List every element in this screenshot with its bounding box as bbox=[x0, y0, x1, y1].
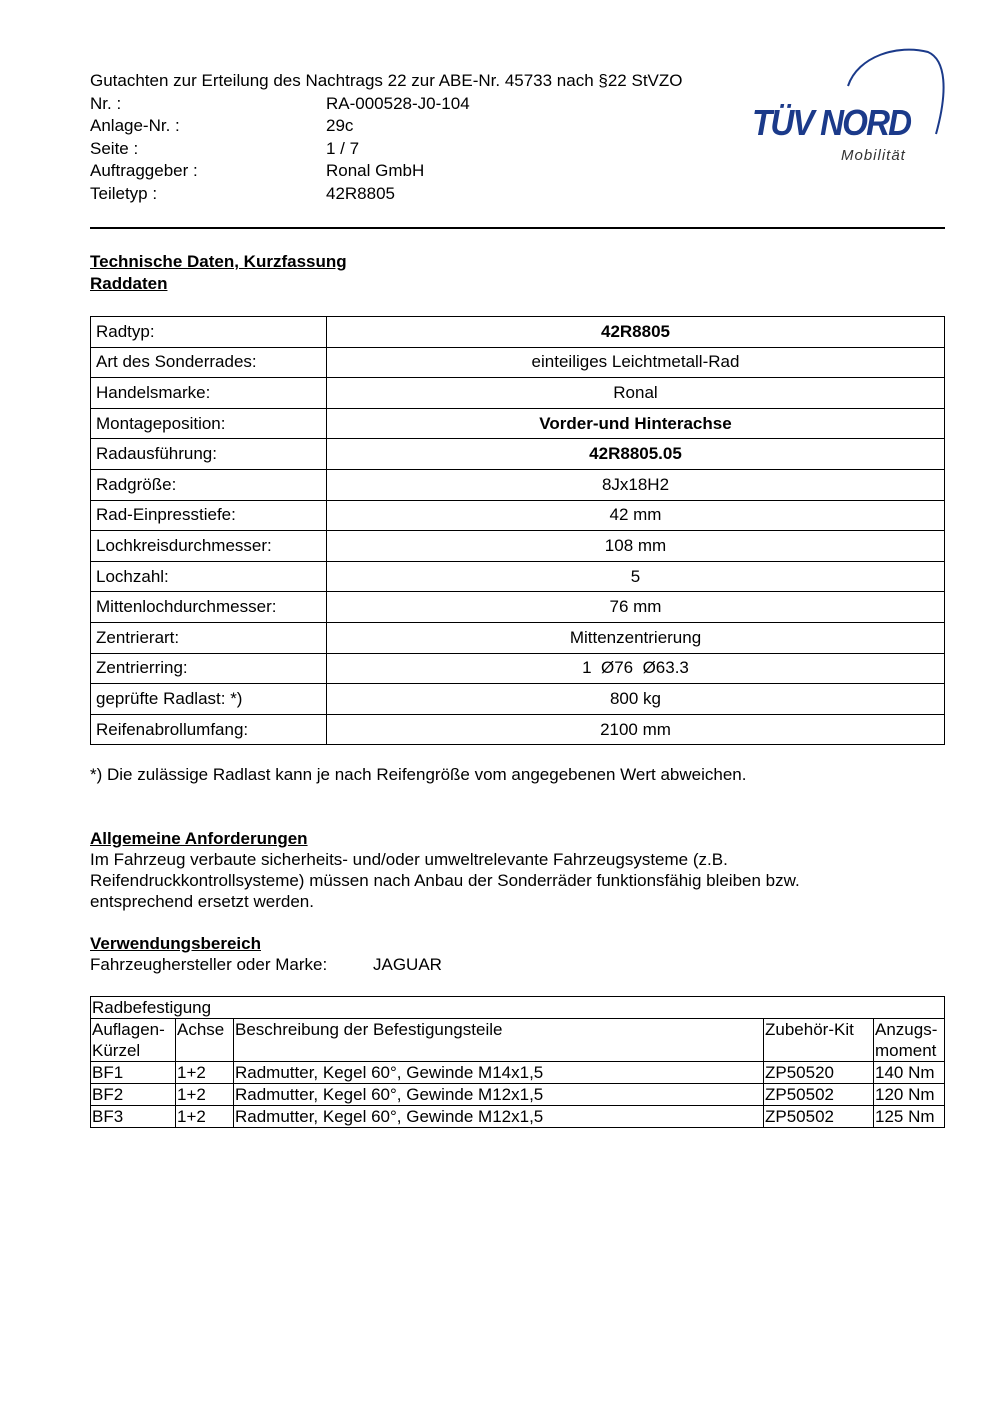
table-row bbox=[91, 347, 945, 378]
row-label: Radgröße: bbox=[91, 469, 327, 500]
row-value: Vorder-und Hinterachse bbox=[327, 408, 945, 439]
usage-heading: Verwendungsbereich bbox=[90, 934, 261, 953]
row-label: Lochzahl: bbox=[91, 561, 327, 592]
cell-torque: 120 Nm bbox=[874, 1084, 945, 1106]
column-header: Anzugs-moment bbox=[874, 1019, 945, 1062]
row-value: 108 mm bbox=[327, 531, 945, 562]
logo-brand: TÜV NORD bbox=[752, 102, 911, 143]
fastening-title: Radbefestigung bbox=[91, 997, 945, 1019]
cell-kit: ZP50502 bbox=[764, 1106, 874, 1128]
table-row bbox=[91, 378, 945, 409]
row-value: 2100 mm bbox=[327, 714, 945, 745]
cell-torque: 125 Nm bbox=[874, 1106, 945, 1128]
table-row bbox=[91, 714, 945, 745]
table-row bbox=[91, 469, 945, 500]
cell-torque: 140 Nm bbox=[874, 1062, 945, 1084]
row-label: Radausführung: bbox=[91, 439, 327, 470]
column-header: Beschreibung der Befestigungsteile bbox=[234, 1019, 764, 1062]
cell-axle: 1+2 bbox=[176, 1062, 234, 1084]
header-divider bbox=[90, 227, 945, 229]
row-label: Mittenlochdurchmesser: bbox=[91, 592, 327, 623]
header-row-nr bbox=[90, 93, 770, 116]
radlast-footnote: *) Die zulässige Radlast kann je nach Reifengröße vom angegebenen Wert abweichen. bbox=[90, 765, 747, 784]
cell-code: BF3 bbox=[91, 1106, 176, 1128]
header-row-anlage bbox=[90, 115, 770, 138]
table-row bbox=[91, 439, 945, 470]
table-row bbox=[91, 1106, 945, 1128]
document-header bbox=[90, 70, 770, 205]
header-label: Seite : bbox=[90, 138, 139, 158]
cell-kit: ZP50520 bbox=[764, 1062, 874, 1084]
cell-code: BF2 bbox=[91, 1084, 176, 1106]
row-value: 1 Ø76 Ø63.3 bbox=[327, 653, 945, 684]
row-value: 42 mm bbox=[327, 500, 945, 531]
maker-value: JAGUAR bbox=[373, 955, 442, 974]
wheel-data-table bbox=[90, 316, 945, 745]
row-value: 5 bbox=[327, 561, 945, 592]
tuv-nord-logo bbox=[748, 46, 948, 176]
row-value: 76 mm bbox=[327, 592, 945, 623]
row-value: 42R8805 bbox=[327, 317, 945, 348]
cell-desc: Radmutter, Kegel 60°, Gewinde M14x1,5 bbox=[234, 1062, 764, 1084]
table-row bbox=[91, 317, 945, 348]
document-title: Gutachten zur Erteilung des Nachtrags 22 zur ABE-Nr. 45733 nach §22 StVZO bbox=[90, 71, 683, 90]
cell-axle: 1+2 bbox=[176, 1084, 234, 1106]
row-value: Ronal bbox=[327, 378, 945, 409]
column-header: Achse bbox=[176, 1019, 234, 1062]
requirements-section bbox=[90, 828, 945, 912]
cell-axle: 1+2 bbox=[176, 1106, 234, 1128]
row-label: Zentrierring: bbox=[91, 653, 327, 684]
table-row bbox=[91, 684, 945, 715]
maker-label: Fahrzeughersteller oder Marke: bbox=[90, 955, 328, 974]
table-row bbox=[91, 531, 945, 562]
header-label: Nr. : bbox=[90, 93, 122, 113]
table-title-row bbox=[91, 997, 945, 1019]
cell-kit: ZP50502 bbox=[764, 1084, 874, 1106]
table-row bbox=[91, 408, 945, 439]
header-label: Auftraggeber : bbox=[90, 161, 198, 180]
cell-desc: Radmutter, Kegel 60°, Gewinde M12x1,5 bbox=[234, 1106, 764, 1128]
header-row-teiletyp bbox=[90, 183, 770, 206]
header-value: 1 / 7 bbox=[326, 138, 360, 158]
table-row bbox=[91, 1062, 945, 1084]
row-label: Art des Sonderrades: bbox=[91, 347, 327, 378]
row-label: Montageposition: bbox=[91, 408, 327, 439]
table-row bbox=[91, 500, 945, 531]
table-row bbox=[91, 622, 945, 653]
table-row bbox=[91, 653, 945, 684]
row-label: Handelsmarke: bbox=[91, 378, 327, 409]
table-row bbox=[91, 561, 945, 592]
row-label: Radtyp: bbox=[91, 317, 327, 348]
row-label: Lochkreisdurchmesser: bbox=[91, 531, 327, 562]
row-value: Mittenzentrierung bbox=[327, 622, 945, 653]
header-value: Ronal GmbH bbox=[326, 161, 425, 180]
wheel-data-heading: Raddaten bbox=[90, 274, 168, 293]
header-label: Teiletyp : bbox=[90, 183, 158, 203]
header-label: Anlage-Nr. : bbox=[90, 116, 180, 135]
row-label: Rad-Einpresstiefe: bbox=[91, 500, 327, 531]
header-value: RA-000528-J0-104 bbox=[326, 93, 470, 113]
row-value: einteiliges Leichtmetall-Rad bbox=[327, 347, 945, 378]
header-row-auftraggeber bbox=[90, 160, 770, 183]
table-row bbox=[91, 1084, 945, 1106]
requirements-text: Im Fahrzeug verbaute sicherheits- und/oder umweltrelevante Fahrzeugsysteme (z.B. Reifendruckkontrollsysteme) müssen nach Anbau der Sonderräder funktionsfähig bleiben bzw. entsprechend ersetzt werden. bbox=[90, 850, 800, 911]
requirements-heading: Allgemeine Anforderungen bbox=[90, 829, 308, 848]
logo-subtitle: Mobilität bbox=[841, 147, 906, 164]
header-row-seite bbox=[90, 138, 770, 161]
fastening-table bbox=[90, 996, 945, 1128]
row-value: 8Jx18H2 bbox=[327, 469, 945, 500]
column-header: Zubehör-Kit bbox=[764, 1019, 874, 1062]
cell-code: BF1 bbox=[91, 1062, 176, 1084]
row-label: Zentrierart: bbox=[91, 622, 327, 653]
table-row bbox=[91, 592, 945, 623]
maker-row bbox=[90, 954, 945, 975]
row-label: geprüfte Radlast: *) bbox=[91, 684, 327, 715]
table-header-row bbox=[91, 1019, 945, 1062]
cell-desc: Radmutter, Kegel 60°, Gewinde M12x1,5 bbox=[234, 1084, 764, 1106]
row-label: Reifenabrollumfang: bbox=[91, 714, 327, 745]
technical-section-heading bbox=[90, 251, 347, 295]
header-value: 29c bbox=[326, 116, 354, 135]
header-value: 42R8805 bbox=[326, 183, 396, 203]
column-header: Auflagen-Kürzel bbox=[91, 1019, 176, 1062]
usage-section bbox=[90, 933, 945, 975]
row-value: 42R8805.05 bbox=[327, 439, 945, 470]
row-value: 800 kg bbox=[327, 684, 945, 715]
technical-heading: Technische Daten, Kurzfassung bbox=[90, 252, 347, 271]
